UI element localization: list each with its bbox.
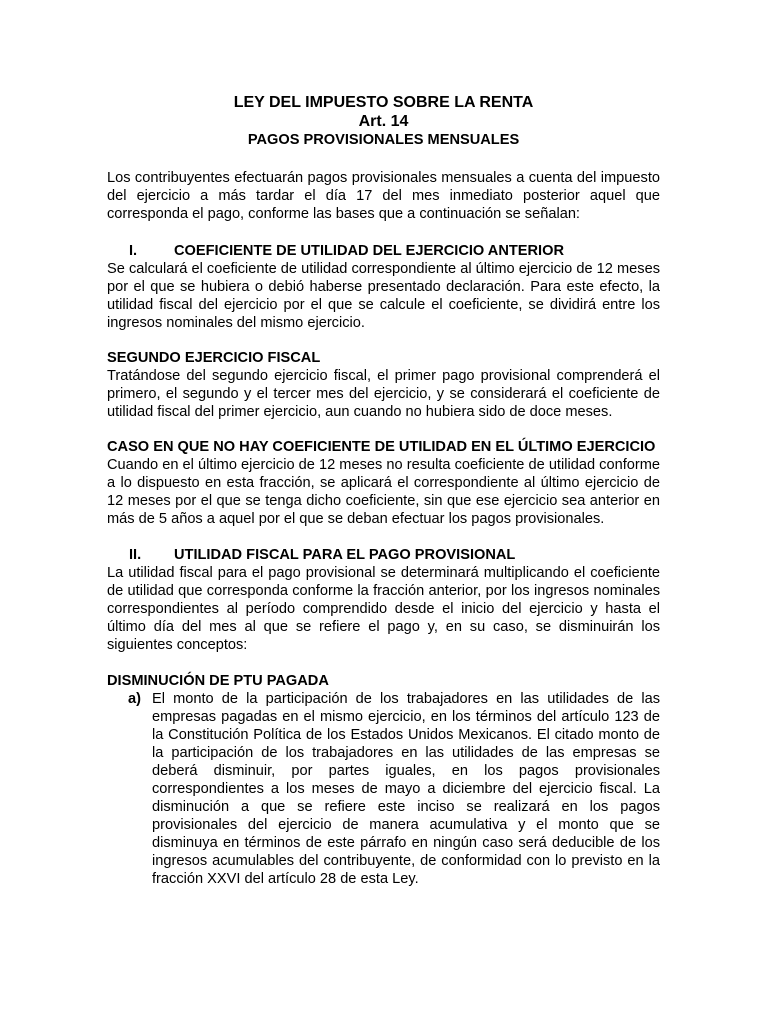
segundo-ejercicio-heading: SEGUNDO EJERCICIO FISCAL — [107, 350, 321, 366]
ptu-heading: DISMINUCIÓN DE PTU PAGADA — [107, 673, 329, 689]
list-marker-a: a) — [128, 691, 141, 707]
list-item — [107, 690, 660, 888]
section-2-heading — [107, 546, 660, 564]
caso-sin-coeficiente-heading: CASO EN QUE NO HAY COEFICIENTE DE UTILIDAD EN EL ÚLTIMO EJERCICIO — [107, 439, 656, 455]
document-page — [107, 93, 660, 888]
document-title: LEY DEL IMPUESTO SOBRE LA RENTA — [233, 94, 534, 111]
section-1-body: Se calculará el coeficiente de utilidad correspondiente al último ejercicio de 12 meses por el que se hubiera o debió haberse presentado declaración. Para este efecto, la utilidad fiscal del ejercicio por el que se calcule el coeficiente, se dividirá entre los ingresos nominales del mismo ejercicio. — [107, 261, 660, 331]
caso-sin-coeficiente-body: Cuando en el último ejercicio de 12 meses no resulta coeficiente de utilidad conforme a lo dispuesto en esta fracción, se aplicará el correspondiente al último ejercicio de 12 meses por el que se tenga dicho coeficiente, sin que ese ejercicio sea anterior en más de 5 años a aquel por el que se deban efectuar los pagos provisionales. — [107, 457, 660, 527]
intro-paragraph: Los contribuyentes efectuarán pagos provisionales mensuales a cuenta del impuesto del ejercicio a más tardar el día 17 del mes inmediato posterior aquel que corresponda el pago, conforme las bases que a continuación se señalan: — [107, 170, 660, 222]
section-1-number: I. — [129, 243, 138, 259]
section-2-body: La utilidad fiscal para el pago provisional se determinará multiplicando el coeficiente de utilidad que corresponda conforme la fracción anterior, por los ingresos nominales correspondientes al período comprendido desde el inicio del ejercicio y hasta el último día del mes al que se refiere el pago y, en su caso, se disminuirán los siguientes conceptos: — [107, 565, 660, 653]
section-1-title: COEFICIENTE DE UTILIDAD DEL EJERCICIO ANTERIOR — [174, 243, 565, 259]
list-item-a-text: El monto de la participación de los trabajadores en las utilidades de las empresas pagadas en el mismo ejercicio, en los términos del artículo 123 de la Constitución Política de los Estados Unidos Mexicanos. El citado monto de la participación de los trabajadores en las utilidades de las empresas se deberá disminuir, por partes iguales, en los pagos provisionales correspondientes a los meses de mayo a diciembre del ejercicio fiscal. La disminución a que se refiere este inciso se realizará en los pagos provisionales del ejercicio de manera acumulativa y el monto que se disminuya en términos de este párrafo en ningún caso será deducible de los ingresos acumulables del contribuyente, de conformidad con lo previsto en la fracción XXVI del artículo 28 de esta Ley. — [152, 691, 660, 887]
section-1-heading — [107, 242, 660, 260]
article-number: Art. 14 — [358, 113, 409, 130]
segundo-ejercicio-body: Tratándose del segundo ejercicio fiscal, el primer pago provisional comprenderá el primero, el segundo y el tercer mes del ejercicio, y se considerará el coeficiente de utilidad fiscal del primer ejercicio, aun cuando no hubiera sido de doce meses. — [107, 368, 660, 420]
section-2-number: II. — [129, 547, 142, 563]
document-subtitle: PAGOS PROVISIONALES MENSUALES — [247, 132, 520, 148]
section-2-title: UTILIDAD FISCAL PARA EL PAGO PROVISIONAL — [174, 547, 516, 563]
